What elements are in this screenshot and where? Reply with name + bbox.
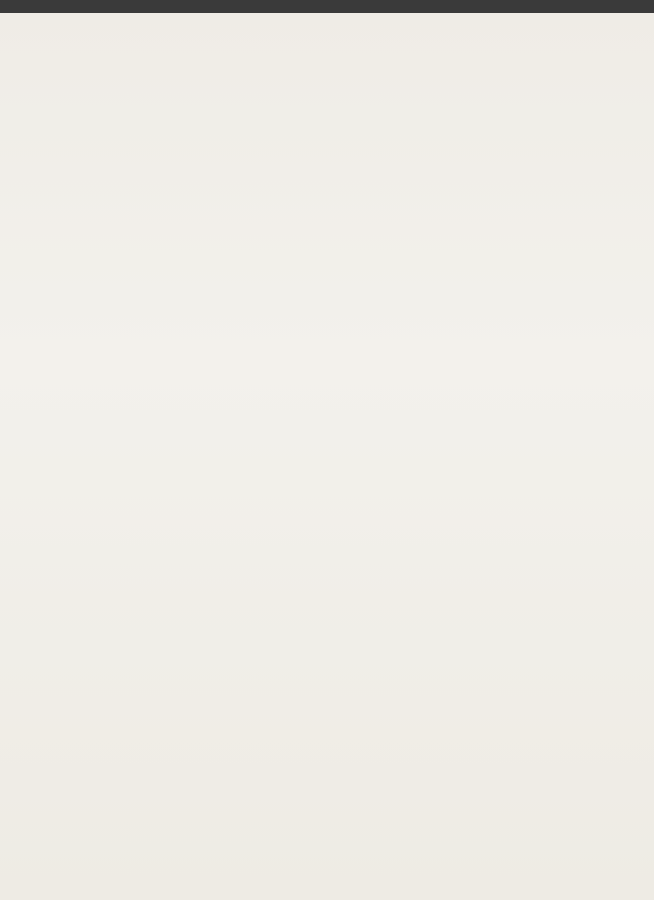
- archive-banner: [0, 0, 654, 13]
